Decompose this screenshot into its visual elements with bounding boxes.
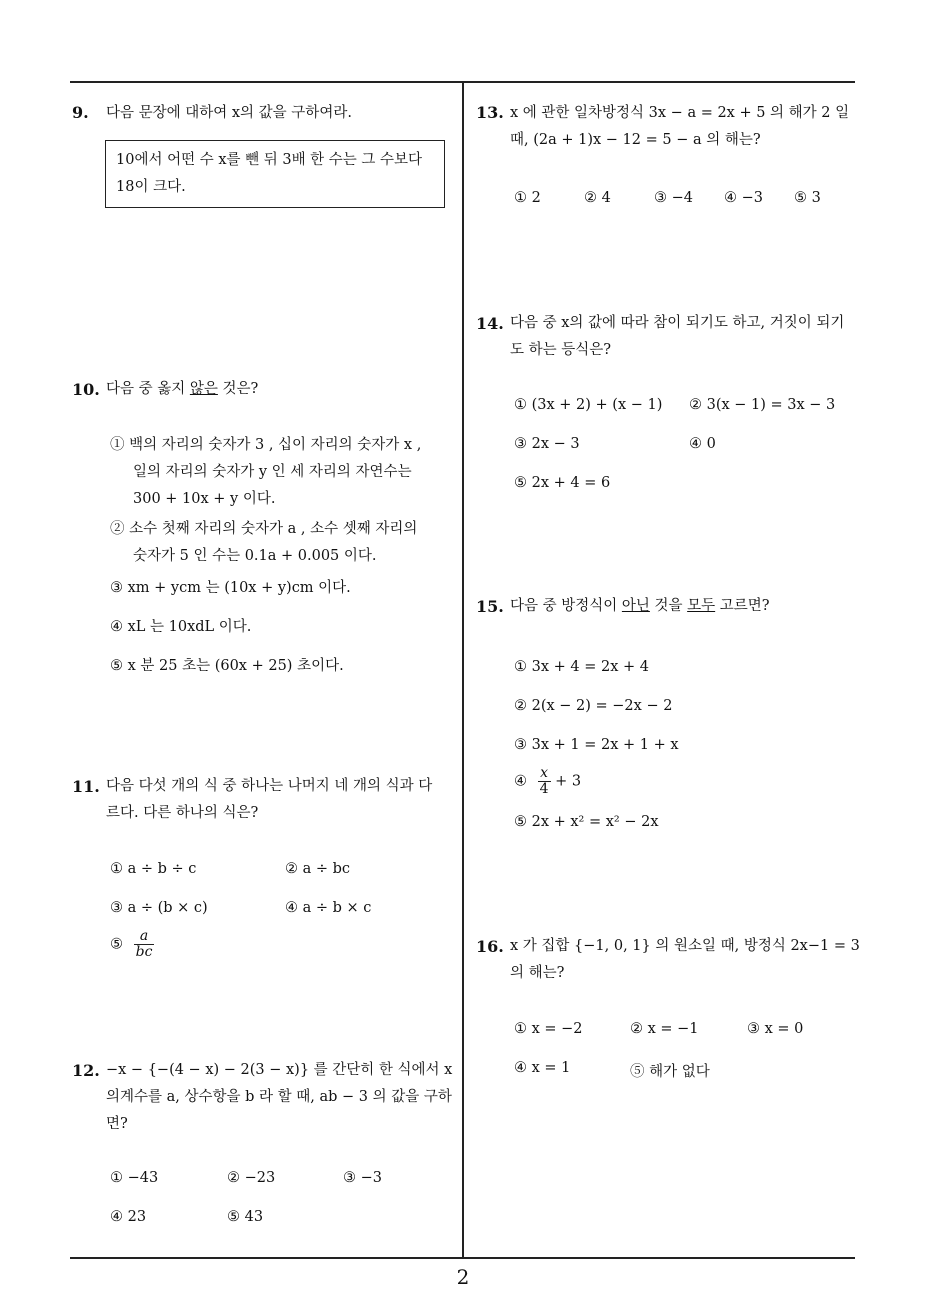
q11-option-2: ② a ÷ bc [285,861,351,877]
q10-opt2-line2: 숫자가 5 인 수는 0.1a + 0.005 이다. [133,548,377,564]
q15-opt4-denominator: 4 [539,781,549,797]
q15-option-2: ② 2(x − 2) = −2x − 2 [514,698,673,714]
q10-option-5: ⑤ x 분 25 초는 (60x + 25) 초이다. [110,658,344,674]
column-divider [462,82,464,1259]
q15-text-c: 고르면? [715,598,770,614]
q11-opt5-mark: ⑤ [110,936,123,953]
q15-text [510,593,770,620]
q11-opt5-numerator: a [134,929,155,945]
q16-option-1: ① x = −2 [514,1021,583,1037]
q9-text: 다음 문장에 대하여 x의 값을 구하여라. [106,105,352,121]
q13-text-line2: 때, (2a + 1)x − 12 = 5 − a 의 해는? [510,132,761,148]
q10-opt2-line1: ② 소수 첫째 자리의 숫자가 a , 소수 셋째 자리의 [110,521,418,537]
q11-opt5-fraction [134,929,155,960]
q14-text-line2: 도 하는 등식은? [510,342,612,358]
q11-number: 11. [72,777,100,796]
q11-option-5 [110,929,154,960]
q13-option-5: ⑤ 3 [794,190,821,206]
q16-text-line2: 의 해는? [510,965,565,981]
q13-option-2: ② 4 [584,190,611,206]
q14-option-1: ① (3x + 2) + (x − 1) [514,397,663,413]
q15-number: 15. [476,597,504,616]
q13-option-3: ③ −4 [654,190,693,206]
q9-box [105,140,445,208]
q11-text-line2: 르다. 다른 하나의 식은? [106,805,259,821]
q15-text-underlined-2: 모두 [687,598,716,614]
q14-option-4: ④ 0 [689,436,716,452]
q11-option-1: ① a ÷ b ÷ c [110,861,197,877]
q15-text-a: 다음 중 방정식이 [510,598,622,614]
q15-option-3: ③ 3x + 1 = 2x + 1 + x [514,737,679,753]
q12-option-1: ① −43 [110,1170,159,1186]
q10-option-4: ④ xL 는 10xdL 이다. [110,619,252,635]
q10-text-underlined: 않은 [189,381,218,397]
q10-opt1-line1: ① 백의 자리의 숫자가 3 , 십이 자리의 숫자가 x , [110,437,422,453]
q14-option-3: ③ 2x − 3 [514,436,580,452]
q15-option-4 [514,766,581,797]
q15-opt4-mark: ④ [514,773,527,790]
q12-text-line3: 면? [106,1116,128,1132]
page-number: 2 [456,1265,470,1289]
q12-text [106,1057,452,1138]
q15-option-1: ① 3x + 4 = 2x + 4 [514,659,649,675]
q11-text [106,773,432,827]
q14-text-line1: 다음 중 x의 값에 따라 참이 되기도 하고, 거짓이 되기 [510,315,845,331]
q16-text [510,933,860,987]
q13-option-4: ④ −3 [724,190,763,206]
q13-text [510,100,849,154]
q10-text [106,376,258,403]
q11-option-3: ③ a ÷ (b × c) [110,900,208,916]
q13-text-line1: x 에 관한 일차방정식 3x − a = 2x + 5 의 해가 2 일 [510,105,850,121]
q13-number: 13. [476,103,504,122]
q10-text-before: 다음 중 옳지 [106,381,190,397]
q15-option-5: ⑤ 2x + x² = x² − 2x [514,814,659,830]
q10-option-3: ③ xm + ycm 는 (10x + y)cm 이다. [110,580,351,596]
q11-text-line1: 다음 다섯 개의 식 중 하나는 나머지 네 개의 식과 다 [106,778,433,794]
q12-text-line1: −x − {−(4 − x) − 2(3 − x)} 를 간단히 한 식에서 x [106,1062,453,1078]
q14-number: 14. [476,314,504,333]
q16-option-4: ④ x = 1 [514,1060,571,1076]
q16-option-5: ⑤ 해가 없다 [630,1064,710,1080]
q10-option-2 [110,516,417,570]
q11-opt5-denominator: bc [135,944,153,960]
q12-number: 12. [72,1061,100,1080]
q13-option-1: ① 2 [514,190,541,206]
q12-option-3: ③ −3 [343,1170,382,1186]
q11-option-4: ④ a ÷ b × c [285,900,372,916]
q15-opt4-rest: + 3 [555,773,582,790]
q14-text [510,310,844,364]
q15-opt4-fraction [538,766,551,797]
q12-text-line2: 의계수를 a, 상수항을 b 라 할 때, ab − 3 의 값을 구하 [106,1089,452,1105]
q14-option-5: ⑤ 2x + 4 = 6 [514,475,611,491]
q10-opt1-line3: 300 + 10x + y 이다. [133,491,276,507]
bottom-rule [70,1257,855,1259]
q12-option-4: ④ 23 [110,1209,147,1225]
q16-number: 16. [476,937,504,956]
q10-number: 10. [72,380,100,399]
q9-box-line2: 18이 크다. [116,179,186,195]
q15-text-underlined-1: 아닌 [621,598,650,614]
q10-opt1-line2: 일의 자리의 숫자가 y 인 세 자리의 자연수는 [133,464,412,480]
q15-opt4-numerator: x [538,766,551,782]
q9-number: 9. [72,103,89,122]
q16-text-line1: x 가 집합 {−1, 0, 1} 의 원소일 때, 방정식 2x−1 = 3 [510,938,860,954]
q16-option-2: ② x = −1 [630,1021,699,1037]
q16-option-3: ③ x = 0 [747,1021,804,1037]
q14-option-2: ② 3(x − 1) = 3x − 3 [689,397,836,413]
q12-option-2: ② −23 [227,1170,276,1186]
q15-text-b: 것을 [649,598,688,614]
q12-option-5: ⑤ 43 [227,1209,264,1225]
q10-option-1 [110,432,421,513]
q10-text-after: 것은? [217,381,259,397]
q9-box-line1: 10에서 어떤 수 x를 뺀 뒤 3배 한 수는 그 수보다 [116,152,423,168]
